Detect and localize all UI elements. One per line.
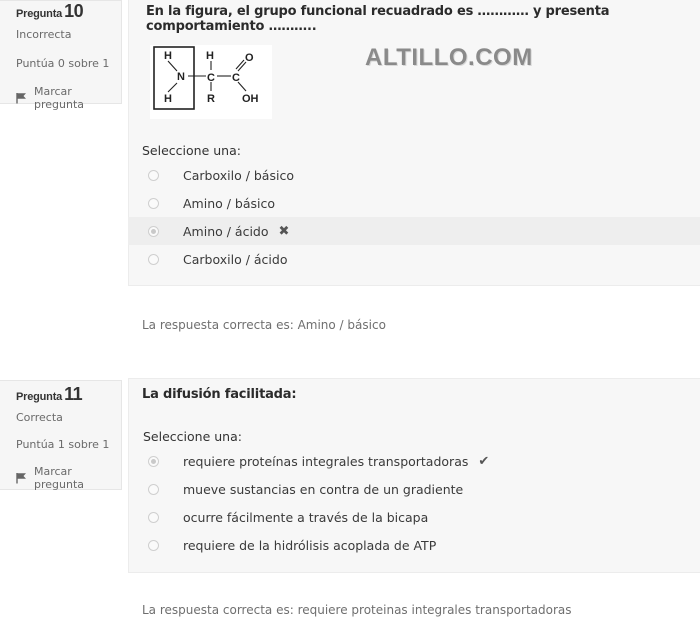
answer-option-selected[interactable] [128, 447, 700, 475]
question-state: Correcta [16, 411, 63, 424]
question-state: Incorrecta [16, 28, 72, 41]
answer-option[interactable] [128, 475, 700, 503]
right-answer: La respuesta correcta es: Amino / básico [142, 318, 386, 332]
flag-question-label: Marcar pregunta [34, 465, 85, 491]
answer-option[interactable] [128, 531, 700, 559]
answer-options [128, 161, 700, 276]
question-number [16, 384, 121, 405]
flag-question-link[interactable] [16, 465, 121, 491]
flag-question-link[interactable] [16, 85, 121, 111]
watermark: ALTILLO.COM [365, 44, 533, 71]
question-grade: Puntúa 0 sobre 1 [16, 57, 110, 70]
answer-label: Carboxilo / básico [183, 167, 294, 183]
answer-option-selected[interactable] [128, 217, 700, 245]
atom-c-alpha: C [207, 72, 215, 84]
question-text: La difusión facilitada: [142, 387, 297, 402]
check-icon: ✔ [478, 453, 490, 469]
answer-option[interactable] [128, 189, 700, 217]
question-number [16, 1, 121, 22]
question-number-prefix: Pregunta [16, 391, 63, 403]
atom-r: R [207, 93, 215, 105]
question-number-value: 11 [64, 384, 83, 404]
question-info-11 [0, 380, 122, 490]
cross-icon: ✖ [278, 223, 290, 239]
answer-label: requiere de la hidrólisis acoplada de ATP [183, 537, 437, 553]
select-prompt: Seleccione una: [143, 429, 242, 444]
amino-acid-figure [150, 45, 272, 119]
radio-button-checked[interactable] [148, 456, 159, 467]
question-text: En la figura, el grupo funcional recuadrado es ………… y presenta comportamiento ……….. [146, 4, 610, 34]
answer-option[interactable] [128, 245, 700, 273]
answer-label: mueve sustancias en contra de un gradiente [183, 481, 464, 497]
flag-icon [16, 92, 27, 104]
answer-label: ocurre fácilmente a través de la bicapa [183, 509, 429, 525]
atom-c-carboxyl: C [232, 72, 240, 84]
answer-label: Amino / ácido [183, 223, 269, 239]
select-prompt: Seleccione una: [142, 143, 241, 158]
atom-h-bottom: H [164, 93, 172, 105]
atom-h-alpha: H [206, 50, 214, 62]
answer-label: Carboxilo / ácido [183, 251, 288, 267]
radio-button[interactable] [148, 198, 159, 209]
right-answer: La respuesta correcta es: requiere proteinas integrales transportadoras [142, 603, 572, 617]
atom-oh: OH [242, 93, 259, 105]
radio-button[interactable] [148, 540, 159, 551]
question-grade: Puntúa 1 sobre 1 [16, 438, 110, 451]
answer-label: Amino / básico [183, 195, 276, 211]
atom-o: O [245, 52, 254, 64]
answer-option[interactable] [128, 161, 700, 189]
atom-h-top: H [164, 50, 172, 62]
radio-button[interactable] [148, 254, 159, 265]
answer-label: requiere proteínas integrales transportadoras [183, 453, 469, 469]
flag-icon [16, 472, 27, 484]
question-number-value: 10 [64, 1, 84, 21]
radio-button-checked[interactable] [148, 226, 159, 237]
question-info-10 [0, 0, 122, 111]
radio-button[interactable] [148, 170, 159, 181]
radio-button[interactable] [148, 512, 159, 523]
atom-n: N [177, 71, 185, 83]
question-number-prefix: Pregunta [16, 8, 63, 20]
radio-button[interactable] [148, 484, 159, 495]
flag-question-label: Marcar pregunta [34, 85, 85, 111]
answer-option[interactable] [128, 503, 700, 531]
answer-options [128, 447, 700, 562]
